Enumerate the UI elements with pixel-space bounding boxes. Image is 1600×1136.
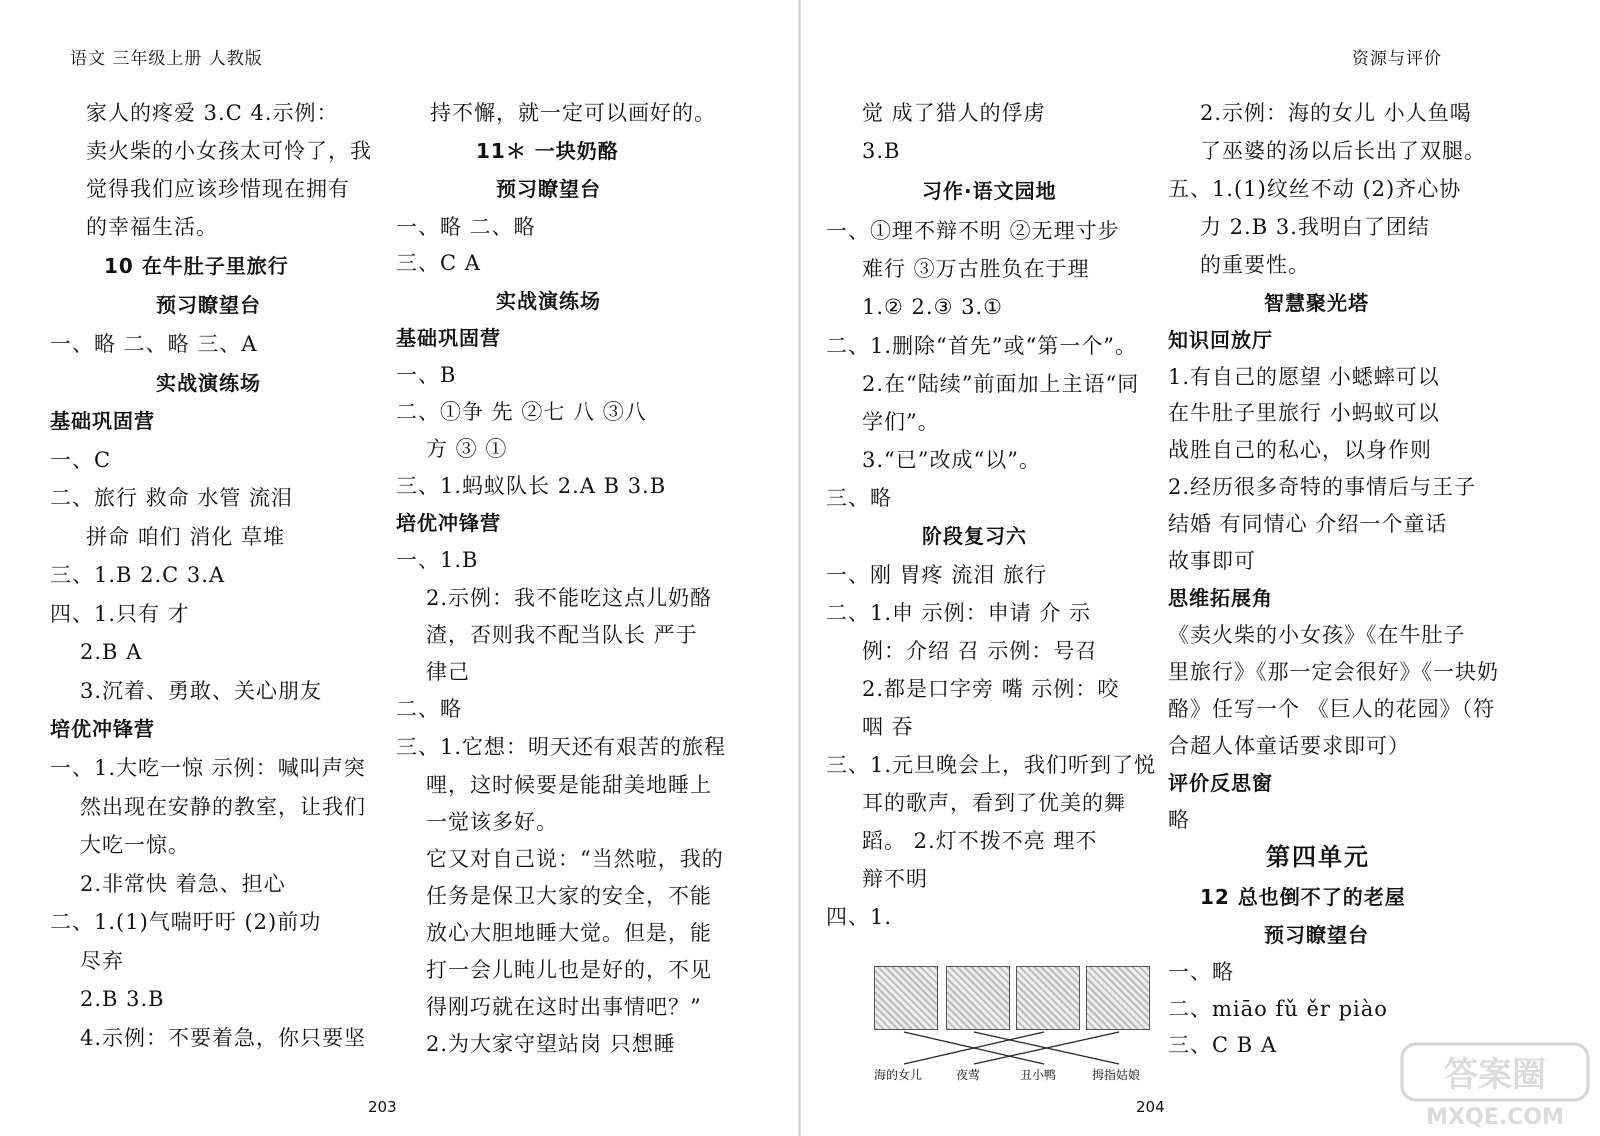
subsection-heading: 评价反思窗 — [1168, 771, 1273, 795]
svg-text:答案圈: 答案圈 — [1444, 1055, 1546, 1095]
answer-line: 打一会儿盹儿也是好的，不见 — [426, 958, 712, 982]
page-header-left: 语文 三年级上册 人教版 — [70, 49, 263, 69]
answer-line: 三、1.蚂蚁队长 2.A B 3.B — [396, 474, 667, 498]
answer-line: 耳的歌声，看到了优美的舞 — [862, 791, 1126, 815]
answer-line: 持不懈，就一定可以画好的。 — [430, 101, 716, 125]
page-number-left: 203 — [368, 1098, 397, 1116]
answer-line: 家人的疼爱 3.C 4.示例： — [86, 101, 339, 125]
answer-line: 一、1.B — [396, 548, 479, 572]
answer-line: 3.B — [862, 139, 901, 163]
answer-line: 2.示例：海的女儿 小人鱼喝 — [1200, 101, 1472, 125]
answer-line: 2.都是口字旁 嘴 示例：咬 — [862, 677, 1120, 701]
answer-line: 一、C — [50, 448, 112, 472]
answer-line: 放心大胆地睡大觉。但是，能 — [426, 921, 712, 945]
answer-line: 一、略 — [1168, 960, 1234, 984]
answer-line: 例：介绍 召 示例：号召 — [862, 639, 1098, 663]
section-heading: 习作·语文园地 — [922, 179, 1057, 203]
fairy-tale-matching-figure — [874, 966, 1166, 1084]
answer-line: 咽 吞 — [862, 715, 914, 739]
subsection-heading: 基础巩固营 — [50, 409, 155, 433]
answer-line: 1.有自己的愿望 小蟋蟀可以 — [1168, 365, 1440, 389]
answer-line: 《卖火柴的小女孩》《在牛肚子 — [1168, 623, 1466, 647]
answer-line: 二、miāo fǔ ěr piào — [1168, 997, 1388, 1021]
answer-line: 结婚 有同情心 介绍一个童话 — [1168, 512, 1448, 536]
figure-label: 夜莺 — [956, 1068, 981, 1082]
answer-line: 大吃一惊。 — [80, 833, 190, 857]
svg-text:MXQE.COM: MXQE.COM — [1426, 1105, 1564, 1130]
answer-line: 卖火柴的小女孩太可怜了，我 — [86, 139, 372, 163]
section-heading: 实战演练场 — [156, 371, 261, 395]
figure-label: 丑小鸭 — [1020, 1068, 1057, 1082]
answer-line: 二、略 — [396, 697, 462, 721]
answer-line: 拼命 咱们 消化 草堆 — [86, 525, 286, 549]
section-heading: 智慧聚光塔 — [1264, 291, 1369, 315]
figure-label: 海的女儿 — [874, 1068, 923, 1082]
answer-line: 得刚巧就在这时出事情吧？” — [426, 995, 702, 1019]
answer-line: 五、1.(1)纹丝不动 (2)齐心协 — [1168, 177, 1462, 201]
answer-line: 三、C A — [396, 251, 481, 275]
answer-line: 合超人体童话要求即可） — [1168, 734, 1410, 758]
answer-line: 蹈。 2.灯不拨不亮 理不 — [862, 829, 1098, 853]
answer-line: 在牛肚子里旅行 小蚂蚁可以 — [1168, 401, 1440, 425]
answer-line: 方 ③ ① — [426, 437, 508, 461]
answer-line: 三、C B A — [1168, 1033, 1278, 1057]
answer-line: 二、①争 先 ②七 八 ③八 — [396, 400, 647, 424]
answer-line: 2.B 3.B — [80, 987, 165, 1011]
watermark-logo — [1400, 1040, 1590, 1130]
answer-line: 一觉该多好。 — [426, 810, 558, 834]
answer-line: 一、①理不辩不明 ②无理寸步 — [826, 219, 1120, 243]
unit-title: 第四单元 — [1266, 843, 1370, 871]
answer-line: 尽弃 — [80, 949, 124, 973]
answer-line: 略 — [1168, 808, 1190, 832]
answer-line: 2.B A — [80, 640, 143, 664]
answer-line: 一、刚 胃疼 流泪 旅行 — [826, 563, 1048, 587]
answer-line: 1.② 2.③ 3.① — [862, 295, 1003, 319]
answer-line: 二、旅行 救命 水管 流泪 — [50, 486, 294, 510]
page-header-right: 资源与评价 — [1352, 49, 1442, 69]
answer-line: 觉得我们应该珍惜现在拥有 — [86, 177, 350, 201]
answer-line: 3.“已”改成“以”。 — [862, 448, 1041, 472]
answer-line: 三、1.元旦晚会上，我们听到了悦 — [826, 753, 1157, 777]
subsection-heading: 知识回放厅 — [1168, 328, 1273, 352]
answer-line: 2.为大家守望站岗 只想睡 — [426, 1032, 676, 1056]
answer-line: 了巫婆的汤以后长出了双腿。 — [1200, 139, 1486, 163]
answer-line: 任务是保卫大家的安全，不能 — [426, 884, 712, 908]
subsection-heading: 思维拓展角 — [1168, 586, 1273, 610]
answer-line: 它又对自己说：“当然啦，我的 — [426, 847, 724, 871]
answer-line: 战胜自己的私心，以身作则 — [1168, 438, 1432, 462]
section-heading: 预习瞭望台 — [156, 293, 261, 317]
matching-lines — [874, 966, 1166, 1066]
answer-line: 酪》任写一个 《巨人的花园》（符 — [1168, 697, 1496, 721]
answer-line: 一、B — [396, 363, 457, 387]
section-heading: 预习瞭望台 — [496, 177, 601, 201]
answer-line: 2.示例：我不能吃这点儿奶酪 — [426, 586, 713, 610]
answer-line: 2.在“陆续”前面加上主语“同 — [862, 372, 1140, 396]
answer-line: 一、略 二、略 三、A — [50, 332, 258, 356]
figure-label: 拇指姑娘 — [1092, 1068, 1141, 1082]
answer-line: 三、略 — [826, 486, 892, 510]
answer-line: 二、1.申 示例：申请 介 示 — [826, 601, 1092, 625]
answer-line: 觉 成了猎人的俘虏 — [862, 101, 1046, 125]
answer-line: 律己 — [426, 660, 470, 684]
section-heading: 预习瞭望台 — [1264, 923, 1369, 947]
answer-line: 4.示例：不要着急，你只要坚 — [80, 1026, 367, 1050]
answer-line: 渣，否则我不配当队长 严于 — [426, 623, 698, 647]
lesson-title: 11＊ 一块奶酪 — [476, 139, 619, 163]
subsection-heading: 基础巩固营 — [396, 326, 501, 350]
answer-line: 三、1.它想：明天还有艰苦的旅程 — [396, 735, 727, 759]
answer-line: 2.经历很多奇特的事情后与王子 — [1168, 475, 1477, 499]
answer-line: 难行 ③万古胜负在于理 — [862, 257, 1090, 281]
page-number-right: 204 — [1136, 1098, 1165, 1116]
answer-line: 二、1.删除“首先”或“第一个”。 — [826, 334, 1137, 358]
answer-line: 3.沉着、勇敢、关心朋友 — [80, 679, 323, 703]
subsection-heading: 培优冲锋营 — [50, 717, 155, 741]
answer-line: 辩不明 — [862, 867, 928, 891]
answer-line: 学们”。 — [862, 410, 940, 434]
answer-line: 的重要性。 — [1200, 253, 1310, 277]
answer-line: 二、1.(1)气喘吁吁 (2)前功 — [50, 910, 322, 934]
answer-line: 四、1. — [826, 905, 893, 929]
answer-line: 里旅行》《那一定会很好》《一块奶 — [1168, 660, 1499, 684]
subsection-heading: 培优冲锋营 — [396, 511, 501, 535]
answer-line: 故事即可 — [1168, 549, 1256, 573]
answer-line: 一、1.大吃一惊 示例：喊叫声突 — [50, 756, 366, 780]
answer-line: 四、1.只有 才 — [50, 602, 190, 626]
lesson-title: 12 总也倒不了的老屋 — [1200, 885, 1406, 909]
lesson-title: 10 在牛肚子里旅行 — [104, 254, 289, 278]
answer-line: 的幸福生活。 — [86, 215, 218, 239]
answer-line: 三、1.B 2.C 3.A — [50, 563, 226, 587]
answer-line: 哩，这时候要是能甜美地睡上 — [426, 773, 712, 797]
answer-line: 然出现在安静的教室，让我们 — [80, 795, 366, 819]
answer-line: 一、略 二、略 — [396, 215, 536, 239]
page-spine-divider — [798, 0, 801, 1136]
section-heading: 实战演练场 — [496, 289, 601, 313]
answer-line: 力 2.B 3.我明白了团结 — [1200, 215, 1430, 239]
section-heading: 阶段复习六 — [922, 524, 1027, 548]
answer-line: 2.非常快 着急、担心 — [80, 872, 286, 896]
